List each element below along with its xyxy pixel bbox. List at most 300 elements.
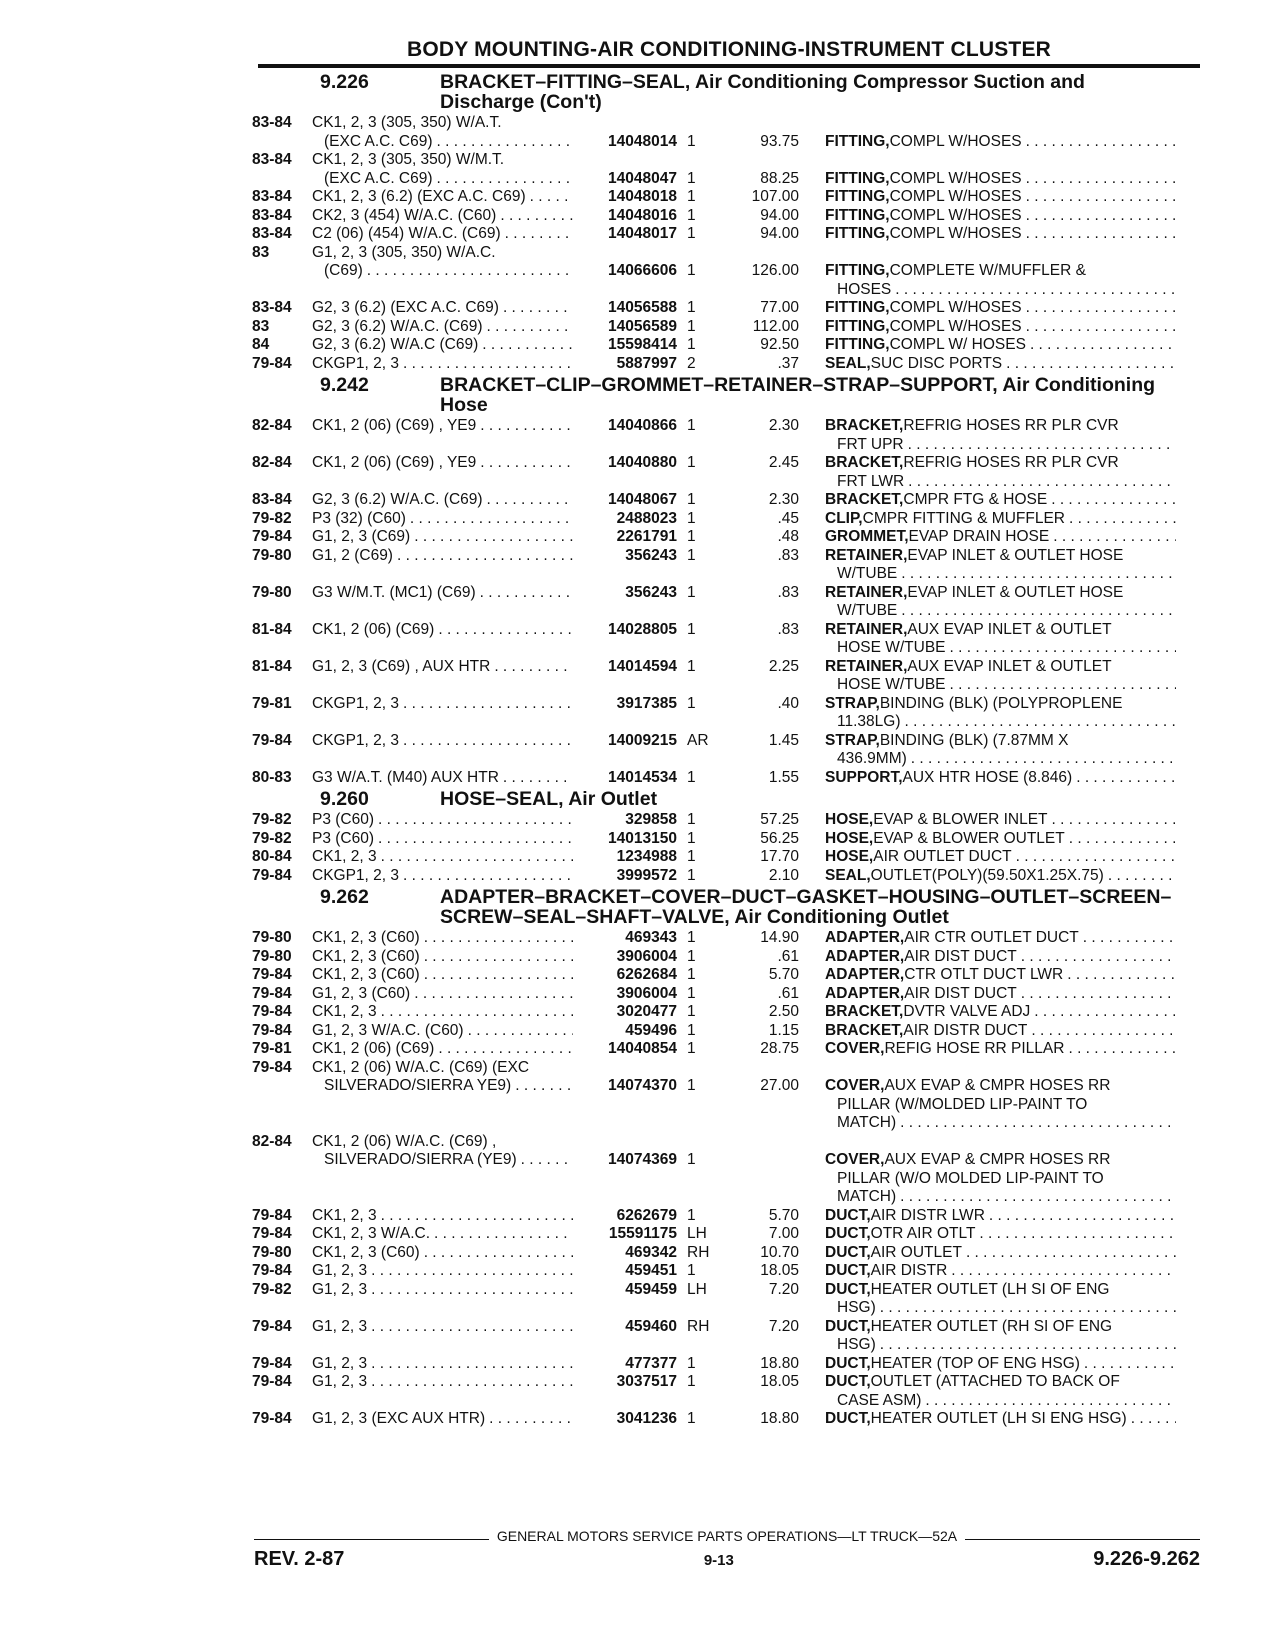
application-text: CK1, 2, 3 xyxy=(312,848,377,865)
part-name-line xyxy=(825,188,1180,207)
part-number: 14056589 xyxy=(608,317,677,335)
part-row xyxy=(252,318,1202,337)
part-name-line xyxy=(825,713,1180,732)
part-name-detail: COMPL W/HOSES xyxy=(889,225,1022,242)
part-name-detail: COMPL W/HOSES xyxy=(889,299,1022,316)
leader-dots xyxy=(1026,225,1176,244)
part-name xyxy=(799,1096,1180,1115)
model-years xyxy=(252,1299,312,1318)
part-number: 3917385 xyxy=(616,694,677,712)
price: 10.70 xyxy=(760,1243,799,1261)
model-years: 83-84 xyxy=(252,114,292,131)
price xyxy=(729,1170,799,1189)
part-name-noun: FITTING, xyxy=(825,299,890,316)
quantity xyxy=(677,676,729,695)
price xyxy=(729,473,799,492)
part-number: 3906004 xyxy=(616,984,677,1002)
part-name-line xyxy=(825,133,1180,152)
part-row xyxy=(252,225,1202,244)
part-name-noun: STRAP, xyxy=(825,694,880,712)
part-row xyxy=(252,1133,1202,1152)
price: 94.00 xyxy=(760,206,799,224)
part-name-line xyxy=(825,676,1180,695)
part-name-detail: CMPR FTG & HOSE xyxy=(903,491,1048,508)
leader-dots xyxy=(1021,985,1176,1004)
part-name xyxy=(799,695,1180,714)
part-number: 5887997 xyxy=(616,354,677,372)
leader-dots xyxy=(424,966,573,985)
part-row xyxy=(252,985,1202,1004)
part-row-continued xyxy=(252,1392,1202,1411)
leader-dots xyxy=(966,1244,1176,1263)
part-name-line xyxy=(825,948,1180,967)
model-years: 81-84 xyxy=(252,657,292,675)
quantity: 1 xyxy=(687,811,696,828)
part-name-noun: DUCT, xyxy=(825,1206,871,1224)
part-number: 14009215 xyxy=(608,731,677,749)
model-years xyxy=(252,1114,312,1133)
application-text: (EXC A.C. C69) xyxy=(324,132,433,150)
application-text: G1, 2, 3 xyxy=(312,1280,368,1298)
application-text: CK1, 2 (06) W/A.C. (C69) , xyxy=(312,1132,497,1150)
part-name xyxy=(799,1003,1180,1022)
part-name-line xyxy=(825,1003,1180,1022)
part-name-line xyxy=(825,966,1180,985)
price: .61 xyxy=(777,984,799,1002)
footer-rule-right xyxy=(965,1539,1200,1540)
part-name-detail: AUX EVAP & CMPR HOSES RR xyxy=(884,1151,1111,1168)
part-name-detail: CMPR FITTING & MUFFLER xyxy=(862,509,1065,527)
part-name-noun: COVER, xyxy=(825,1040,885,1057)
part-number: 1234988 xyxy=(616,848,677,865)
part-name-noun: GROMMET, xyxy=(825,528,909,545)
leader-dots xyxy=(438,621,573,640)
part-name-detail: HEATER OUTLET (LH SI OF ENG xyxy=(870,1280,1110,1298)
part-number: 2488023 xyxy=(616,509,677,527)
leader-dots xyxy=(1067,966,1176,985)
application-text: CK1, 2 (06) W/A.C. (C69) (EXC xyxy=(312,1058,530,1076)
model-years xyxy=(252,676,312,695)
application xyxy=(312,281,577,300)
part-name-detail: PILLAR (W/MOLDED LIP-PAINT TO xyxy=(837,1095,1088,1113)
part-name-detail: AIR OUTLET xyxy=(870,1243,962,1261)
leader-dots xyxy=(880,1299,1176,1318)
leader-dots xyxy=(487,491,573,510)
leader-dots xyxy=(1053,528,1176,547)
quantity xyxy=(677,565,729,584)
price xyxy=(729,1151,799,1170)
part-name xyxy=(799,584,1180,603)
part-name-line xyxy=(825,1225,1180,1244)
page-title: BODY MOUNTING-AIR CONDITIONING-INSTRUMENT CLUSTER xyxy=(258,38,1200,68)
part-name-detail: W/TUBE xyxy=(837,602,898,619)
quantity: 1 xyxy=(687,947,696,965)
leader-dots xyxy=(900,1188,1176,1207)
application-text: G3 W/M.T. (MC1) (C69) xyxy=(312,583,476,601)
model-years: 79-82 xyxy=(252,1280,292,1298)
leader-dots xyxy=(1006,355,1176,374)
part-name xyxy=(799,769,1180,788)
leader-dots xyxy=(1051,491,1176,510)
part-name-detail: AUX EVAP & CMPR HOSES RR xyxy=(884,1077,1111,1094)
part-name-detail: 436.9MM) xyxy=(837,750,907,767)
application xyxy=(312,1188,577,1207)
application-text: CK1, 2 (06) (C69) xyxy=(312,1040,435,1057)
part-name-noun: FITTING, xyxy=(825,262,890,279)
part-name-line xyxy=(825,1170,1180,1189)
quantity: 1 xyxy=(687,299,696,316)
footer-org: GENERAL MOTORS SERVICE PARTS OPERATIONS—LT TRUCK—52A xyxy=(496,1528,958,1544)
application xyxy=(312,1114,577,1133)
application xyxy=(312,1170,577,1189)
model-years xyxy=(252,565,312,584)
part-row-continued xyxy=(252,602,1202,621)
part-name xyxy=(799,1077,1180,1096)
leader-dots xyxy=(908,436,1176,455)
part-name-noun: BRACKET, xyxy=(825,1003,904,1020)
application-text: SILVERADO/SIERRA YE9) xyxy=(324,1077,512,1094)
revision-label: REV. 2-87 xyxy=(254,1548,345,1570)
application-text: G1, 2, 3 (C60) xyxy=(312,984,411,1002)
application xyxy=(312,1003,577,1022)
part-name-line xyxy=(825,225,1180,244)
model-years: 82-84 xyxy=(252,1132,292,1150)
application xyxy=(312,1151,577,1170)
part-name-detail: REFRIG HOSES RR PLR CVR xyxy=(903,454,1119,471)
application-text: (EXC A.C. C69) xyxy=(324,169,433,187)
part-name-line xyxy=(825,1040,1180,1059)
part-row-continued xyxy=(252,713,1202,732)
leader-dots xyxy=(378,811,573,830)
part-row-continued xyxy=(252,1114,1202,1133)
model-years: 80-84 xyxy=(252,848,292,865)
application-text: CK1, 2, 3 (C60) xyxy=(312,947,420,965)
part-name-line xyxy=(825,750,1180,769)
part-row xyxy=(252,1022,1202,1041)
part-name xyxy=(799,848,1180,867)
model-years xyxy=(252,262,312,281)
quantity: 1 xyxy=(687,509,696,527)
part-row-continued xyxy=(252,1170,1202,1189)
application xyxy=(312,867,577,886)
part-row xyxy=(252,1355,1202,1374)
part-number xyxy=(577,602,677,621)
part-name-line xyxy=(825,1188,1180,1207)
leader-dots xyxy=(530,188,573,207)
model-years xyxy=(252,281,312,300)
application xyxy=(312,1207,577,1226)
quantity: 1 xyxy=(687,546,696,564)
leader-dots xyxy=(1016,848,1176,867)
quantity xyxy=(677,1188,729,1207)
part-row xyxy=(252,1262,1202,1281)
application xyxy=(312,207,577,226)
quantity xyxy=(677,1114,729,1133)
application xyxy=(312,491,577,510)
part-name xyxy=(799,830,1180,849)
application xyxy=(312,1336,577,1355)
part-row xyxy=(252,299,1202,318)
part-name-noun: SUPPORT, xyxy=(825,768,903,786)
part-name-detail: COMPL W/HOSES xyxy=(889,317,1022,335)
part-name-noun: RETAINER, xyxy=(825,620,908,638)
price xyxy=(729,1096,799,1115)
part-row xyxy=(252,867,1202,886)
leader-dots xyxy=(901,602,1176,621)
leader-dots xyxy=(950,676,1176,695)
quantity: 1 xyxy=(687,169,696,187)
catalog-section xyxy=(252,789,1202,885)
part-row-continued xyxy=(252,170,1202,189)
part-name-noun: COVER, xyxy=(825,1077,885,1094)
leader-dots xyxy=(381,1003,573,1022)
part-name xyxy=(799,1022,1180,1041)
price xyxy=(729,151,799,170)
part-name xyxy=(799,188,1180,207)
model-years: 79-82 xyxy=(252,811,292,828)
section-title: HOSE–SEAL, Air Outlet xyxy=(440,788,658,810)
quantity xyxy=(677,1133,729,1152)
section-title: ADAPTER–BRACKET–COVER–DUCT–GASKET–HOUSING–OUTLET–SCREEN–SCREW–SEAL–SHAFT–VALVE, Air Conditioning Outlet xyxy=(440,886,1172,928)
part-number: 14048017 xyxy=(608,225,677,242)
leader-dots xyxy=(371,1262,573,1281)
part-row xyxy=(252,1059,1202,1078)
part-name-line xyxy=(825,769,1180,788)
section-title: BRACKET–FITTING–SEAL, Air Conditioning Compressor Suction and Discharge (Con't) xyxy=(440,71,1085,113)
model-years xyxy=(252,1188,312,1207)
part-name-detail: COMPL W/HOSES xyxy=(889,132,1022,150)
application-text: G1, 2, 3 (C69) , AUX HTR xyxy=(312,657,491,675)
application-text: CK1, 2, 3 xyxy=(312,1206,377,1224)
application-text: G2, 3 (6.2) W/A.C (C69) xyxy=(312,336,479,353)
part-name xyxy=(799,355,1180,374)
application xyxy=(312,966,577,985)
part-name-noun: DUCT, xyxy=(825,1354,871,1372)
price: 2.45 xyxy=(768,454,799,471)
price: 77.00 xyxy=(760,299,799,316)
model-years: 83-84 xyxy=(252,225,292,242)
part-name-noun: SEAL, xyxy=(825,354,871,372)
part-number xyxy=(577,565,677,584)
page-number: 9-13 xyxy=(703,1552,734,1569)
part-row xyxy=(252,244,1202,263)
part-name xyxy=(799,244,1180,263)
application xyxy=(312,170,577,189)
price: 94.00 xyxy=(760,225,799,242)
part-row-continued xyxy=(252,676,1202,695)
quantity xyxy=(677,1059,729,1078)
part-row xyxy=(252,769,1202,788)
section-number: 9.242 xyxy=(320,374,369,396)
part-row xyxy=(252,584,1202,603)
part-name-detail: SUC DISC PORTS xyxy=(870,354,1003,372)
footer xyxy=(254,1548,1200,1571)
part-name xyxy=(799,151,1180,170)
application-text: G2, 3 (6.2) (EXC A.C. C69) xyxy=(312,299,499,316)
part-number xyxy=(577,1188,677,1207)
section-heading xyxy=(252,789,1202,809)
part-number: 14048014 xyxy=(608,132,677,150)
part-name xyxy=(799,1373,1180,1392)
part-name-line xyxy=(825,1392,1180,1411)
model-years: 79-80 xyxy=(252,1243,292,1261)
part-name-detail: HEATER OUTLET (RH SI OF ENG xyxy=(870,1317,1113,1335)
part-name-noun: DUCT, xyxy=(825,1243,871,1261)
leader-dots xyxy=(438,1040,573,1059)
leader-dots xyxy=(403,867,573,886)
model-years xyxy=(252,1170,312,1189)
price: 126.00 xyxy=(751,262,799,279)
application-text: CK2, 3 (454) W/A.C. (C60) xyxy=(312,206,497,224)
quantity: 1 xyxy=(687,1151,696,1168)
price xyxy=(729,565,799,584)
quantity xyxy=(677,114,729,133)
quantity: 1 xyxy=(687,620,696,638)
price: 7.00 xyxy=(768,1225,799,1242)
part-name-detail: HOSE W/TUBE xyxy=(837,639,946,656)
price: 18.80 xyxy=(760,1410,799,1427)
application-text: G1, 2, 3 (305, 350) W/A.C. xyxy=(312,243,496,261)
part-name-noun: BRACKET, xyxy=(825,417,904,434)
price: 88.25 xyxy=(760,169,799,187)
part-number: 3037517 xyxy=(616,1373,677,1390)
part-row-continued xyxy=(252,1336,1202,1355)
application-text: CKGP1, 2, 3 xyxy=(312,354,400,372)
application xyxy=(312,133,577,152)
price: .45 xyxy=(777,509,799,527)
leader-dots xyxy=(489,1410,573,1429)
application xyxy=(312,750,577,769)
application xyxy=(312,1373,577,1392)
part-name-detail: W/TUBE xyxy=(837,565,898,582)
application xyxy=(312,417,577,436)
leader-dots xyxy=(437,133,573,152)
part-name xyxy=(799,658,1180,677)
leader-dots xyxy=(424,1244,573,1263)
application xyxy=(312,565,577,584)
part-name-detail: AIR OUTLET DUCT xyxy=(873,848,1012,865)
part-name-line xyxy=(825,417,1180,436)
leader-dots xyxy=(908,473,1176,492)
part-row xyxy=(252,417,1202,436)
model-years xyxy=(252,1096,312,1115)
part-name-noun: HOSE, xyxy=(825,848,874,865)
price: .83 xyxy=(777,583,799,601)
quantity xyxy=(677,1336,729,1355)
part-name-line xyxy=(825,565,1180,584)
application xyxy=(312,454,577,473)
application xyxy=(312,639,577,658)
part-name-line xyxy=(825,658,1180,677)
part-name-noun: ADAPTER, xyxy=(825,984,905,1002)
part-row xyxy=(252,528,1202,547)
application xyxy=(312,1059,577,1078)
model-years: 82-84 xyxy=(252,454,292,471)
quantity: 1 xyxy=(687,1262,696,1279)
part-name-detail: HEATER (TOP OF ENG HSG) xyxy=(870,1354,1080,1372)
model-years: 79-82 xyxy=(252,829,292,847)
model-years: 79-82 xyxy=(252,509,292,527)
leader-dots xyxy=(381,848,573,867)
part-name-line xyxy=(825,811,1180,830)
price: 7.20 xyxy=(768,1317,799,1335)
part-name xyxy=(799,510,1180,529)
application xyxy=(312,547,577,566)
part-name-detail: AUX EVAP INLET & OUTLET xyxy=(907,620,1112,638)
quantity: 1 xyxy=(687,1410,696,1427)
part-number xyxy=(577,1059,677,1078)
part-name-noun: DUCT, xyxy=(825,1280,871,1298)
part-row-continued xyxy=(252,281,1202,300)
part-number: 14014534 xyxy=(608,768,677,786)
application xyxy=(312,948,577,967)
part-number: 14048067 xyxy=(608,491,677,508)
quantity: LH xyxy=(687,1280,707,1298)
part-name xyxy=(799,1318,1180,1337)
price: 1.45 xyxy=(768,731,799,749)
leader-dots xyxy=(880,1336,1176,1355)
part-number xyxy=(577,1114,677,1133)
part-row-continued xyxy=(252,565,1202,584)
model-years: 82-84 xyxy=(252,417,292,434)
part-number: 14014594 xyxy=(608,657,677,675)
model-years: 83 xyxy=(252,317,270,335)
part-name-detail: AIR DIST DUCT xyxy=(904,947,1017,965)
section-number: 9.262 xyxy=(320,886,369,908)
part-number: 14048018 xyxy=(608,188,677,205)
application xyxy=(312,318,577,337)
part-name xyxy=(799,713,1180,732)
leader-dots xyxy=(480,454,573,473)
application xyxy=(312,1077,577,1096)
part-row xyxy=(252,1244,1202,1263)
part-name-line xyxy=(825,491,1180,510)
application xyxy=(312,1022,577,1041)
part-name xyxy=(799,1336,1180,1355)
leader-dots xyxy=(979,1225,1176,1244)
part-name xyxy=(799,1299,1180,1318)
model-years: 79-81 xyxy=(252,694,292,712)
catalog-section xyxy=(252,887,1202,1429)
part-number xyxy=(577,1170,677,1189)
part-name-line xyxy=(825,262,1180,281)
price: 107.00 xyxy=(751,188,799,205)
part-name-line xyxy=(825,1151,1180,1170)
model-years: 79-84 xyxy=(252,1317,292,1335)
part-name-detail: HSG) xyxy=(837,1336,876,1353)
part-number xyxy=(577,750,677,769)
part-name xyxy=(799,621,1180,640)
leader-dots xyxy=(482,336,573,355)
application xyxy=(312,1133,577,1152)
quantity: 1 xyxy=(687,966,696,983)
part-name-detail: HOSES xyxy=(837,280,892,298)
part-name-detail: EVAP & BLOWER INLET xyxy=(873,811,1048,828)
part-number: 14040880 xyxy=(608,454,677,471)
quantity: RH xyxy=(687,1317,710,1335)
quantity: 1 xyxy=(687,1077,696,1094)
part-name xyxy=(799,948,1180,967)
part-row xyxy=(252,1003,1202,1022)
leader-dots xyxy=(367,262,573,281)
model-years: 84 xyxy=(252,336,270,353)
quantity: 1 xyxy=(687,984,696,1002)
part-row xyxy=(252,848,1202,867)
part-name-detail: EVAP DRAIN HOSE xyxy=(908,528,1050,545)
application-text: (C69) xyxy=(324,262,363,279)
part-name xyxy=(799,1059,1180,1078)
part-name-line xyxy=(825,1114,1180,1133)
